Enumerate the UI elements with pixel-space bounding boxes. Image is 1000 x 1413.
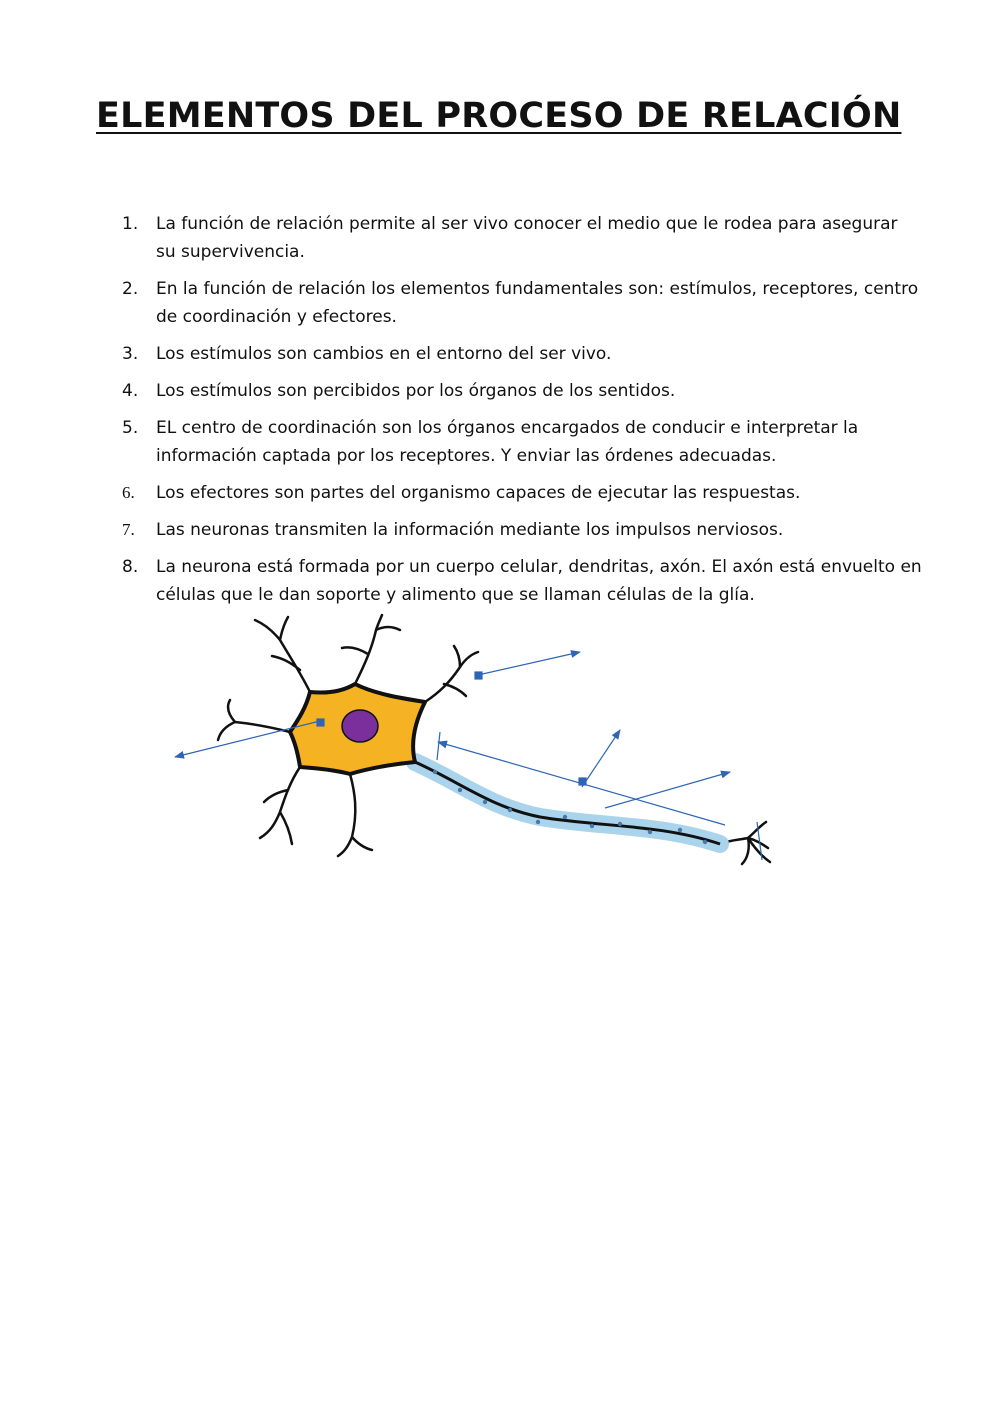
statement-item xyxy=(122,340,922,368)
statement-text: La neurona está formada por un cuerpo celular, dendritas, axón. El axón está envuelto en células que le dan soporte y alimento que se llaman células de la glía. xyxy=(156,557,922,605)
statement-item xyxy=(122,553,922,609)
statement-text: Los estímulos son cambios en el entorno del ser vivo. xyxy=(156,344,612,364)
statement-text: Los efectores son partes del organismo capaces de ejecutar las respuestas. xyxy=(156,483,801,503)
statement-number: 7. xyxy=(122,520,135,539)
statement-number: 5. xyxy=(122,418,139,438)
statement-text: En la función de relación los elementos fundamentales son: estímulos, receptores, centro de coordinación y efectores. xyxy=(156,279,919,327)
statement-number: 8. xyxy=(122,557,139,577)
statement-text: Las neuronas transmiten la información mediante los impulsos nerviosos. xyxy=(156,520,784,540)
statement-item xyxy=(122,377,922,405)
statement-text: EL centro de coordinación son los órganos encargados de conducir e interpretar la información captada por los receptores. Y enviar las órdenes adecuadas. xyxy=(156,418,859,466)
neuron-diagram xyxy=(160,612,800,902)
statement-text: La función de relación permite al ser vivo conocer el medio que le rodea para asegurar su supervivencia. xyxy=(156,214,898,262)
statement-text: Los estímulos son percibidos por los órganos de los sentidos. xyxy=(156,381,676,401)
page-title: ELEMENTOS DEL PROCESO DE RELACIÓN xyxy=(96,96,902,136)
statement-number: 6. xyxy=(122,483,135,502)
statement-item xyxy=(122,414,922,470)
statement-number: 4. xyxy=(122,381,139,401)
nucleus xyxy=(342,710,378,742)
statement-item xyxy=(122,275,922,331)
statement-list xyxy=(122,210,922,618)
statement-number: 1. xyxy=(122,214,139,234)
statement-item xyxy=(122,210,922,266)
statement-item xyxy=(122,479,922,507)
statement-item xyxy=(122,516,922,544)
statement-number: 3. xyxy=(122,344,139,364)
neuron-illustration xyxy=(160,612,800,902)
statement-number: 2. xyxy=(122,279,139,299)
axon xyxy=(415,762,720,844)
